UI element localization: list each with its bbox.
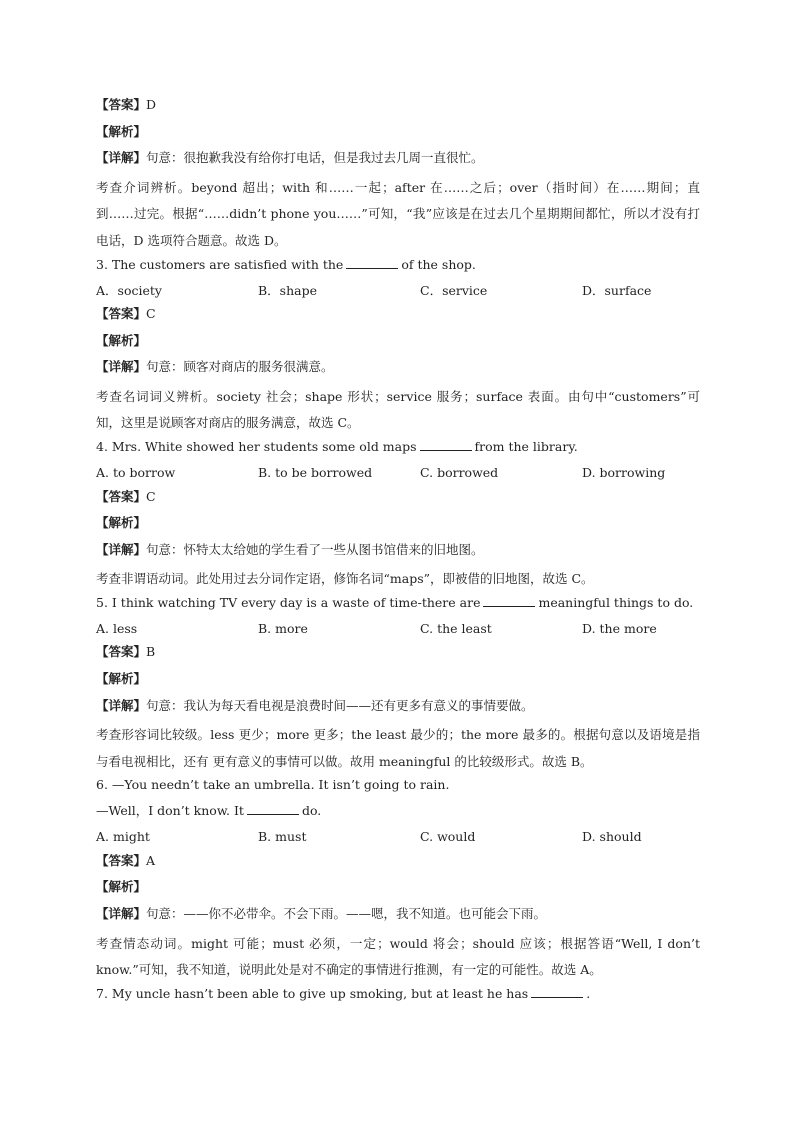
detail-text: 句意：怀特太太给她的学生看了一些从图书馆借来的旧地图。: [146, 541, 484, 557]
answer-blank: [247, 802, 299, 815]
option-c: C. the least: [420, 620, 492, 636]
detail-label: 【详解】: [96, 359, 147, 375]
options-row: [96, 619, 700, 643]
answer-line: [96, 642, 700, 669]
detail-label: 【详解】: [96, 150, 147, 166]
answer-label: 【答案】: [96, 852, 147, 868]
option-a: A. less: [96, 620, 138, 636]
option-c: C. would: [420, 829, 476, 845]
detail-line: [96, 148, 700, 175]
question-stem: 3. The customers are satisfied with the of the shop.: [96, 256, 476, 272]
answer-label: 【答案】: [96, 644, 147, 660]
detail-text: 句意：很抱歉我没有给你打电话，但是我过去几周一直很忙。: [146, 150, 484, 166]
answer-value: D: [146, 97, 157, 112]
answer-line: [96, 487, 700, 514]
answer-blank: [346, 256, 398, 269]
answer-value: C: [146, 488, 156, 504]
explanation-text: 考查情态动词。might 可能；must 必须，一定；would 将会；should 应该；根据答语“Well, I don’t know.”可知，我不知道，说明此处是对不确定的事情进行推测，有一定的可能性。故选 A。: [96, 935, 700, 978]
answer-label: 【答案】: [96, 306, 147, 322]
explanation-text: 考查名词词义辨析。society 社会；shape 形状；service 服务；surface 表面。由句中“customers”可知，这里是说顾客对商店的服务满意，故选 C。: [96, 388, 700, 431]
answer-line: [96, 304, 700, 331]
option-b: B. to be borrowed: [258, 465, 373, 481]
option-a: A. might: [96, 829, 150, 845]
question-stem: 5. I think watching TV every day is a waste of time-there are meaningful things to do.: [96, 594, 694, 610]
detail-label: 【详解】: [96, 541, 147, 557]
detail-text: 句意：——你不必带伞。不会下雨。——嗯，我不知道。也可能会下雨。: [146, 906, 547, 922]
option-d: D. should: [582, 829, 642, 845]
option-b: B. more: [258, 620, 308, 636]
answer-label: 【答案】: [96, 488, 147, 504]
question-stem: 4. Mrs. White showed her students some old maps from the library.: [96, 439, 578, 455]
option-a: A. to borrow: [96, 465, 176, 481]
option-b: B．shape: [258, 282, 318, 298]
analysis-label: 【解析】: [96, 123, 147, 139]
detail-label: 【详解】: [96, 697, 147, 713]
detail-line: [96, 357, 700, 384]
answer-line: [96, 851, 700, 878]
question-stem-reply: —Well，I don’t know. It do.: [96, 803, 322, 819]
detail-text: 句意：我认为每天看电视是浪费时间——还有更多有意义的事情要做。: [146, 697, 534, 713]
answer-blank: [420, 438, 472, 451]
analysis-label: 【解析】: [96, 515, 147, 531]
option-a: A．society: [96, 282, 162, 298]
question-stem: 6. —You needn’t take an umbrella. It isn’t going to rain.: [96, 777, 450, 793]
page-content: [96, 95, 700, 1010]
answer-blank: [531, 985, 583, 998]
answer-label: 【答案】: [96, 97, 147, 112]
detail-line: [96, 540, 700, 567]
options-row: [96, 281, 700, 305]
answer-line: [96, 95, 700, 122]
analysis-label: 【解析】: [96, 879, 147, 895]
explanation-text: 考查介词辨析。beyond 超出；with 和……一起；after 在……之后；over（指时间）在……期间；直到……过完。根据“……didn’t phone you……”可知，“我”应该是在过去几个星期期间都忙，所以才没有打电话，D 选项符合题意。故选 D。: [96, 179, 700, 248]
detail-line: [96, 904, 700, 931]
detail-text: 句意：顾客对商店的服务很满意。: [146, 359, 334, 375]
option-b: B. must: [258, 829, 307, 845]
analysis-label: 【解析】: [96, 671, 147, 686]
detail-line: [96, 696, 700, 723]
option-c: C．service: [420, 282, 488, 298]
analysis-label: 【解析】: [96, 332, 147, 348]
answer-value: B: [146, 644, 156, 660]
answer-value: A: [146, 852, 156, 868]
explanation-text: 考查形容词比较级。less 更少；more 更多；the least 最少的；the more 最多的。根据句意以及语境是指与看电视相比，还有 更有意义的事情可以做。故用 meaningful 的比较级形式。故选 B。: [96, 727, 700, 769]
option-d: D．surface: [582, 282, 652, 298]
question-stem: 7. My uncle hasn’t been able to give up smoking, but at least he has .: [96, 985, 591, 1001]
answer-value: C: [146, 306, 156, 322]
options-row: [96, 463, 700, 487]
option-d: D. the more: [582, 620, 657, 636]
option-c: C. borrowed: [420, 465, 499, 481]
detail-label: 【详解】: [96, 906, 147, 922]
explanation-text: 考查非谓语动词。此处用过去分词作定语，修饰名词“maps”，即被借的旧地图，故选 C。: [96, 571, 594, 587]
options-row: [96, 827, 700, 851]
answer-blank: [483, 594, 535, 607]
option-d: D. borrowing: [582, 465, 666, 481]
